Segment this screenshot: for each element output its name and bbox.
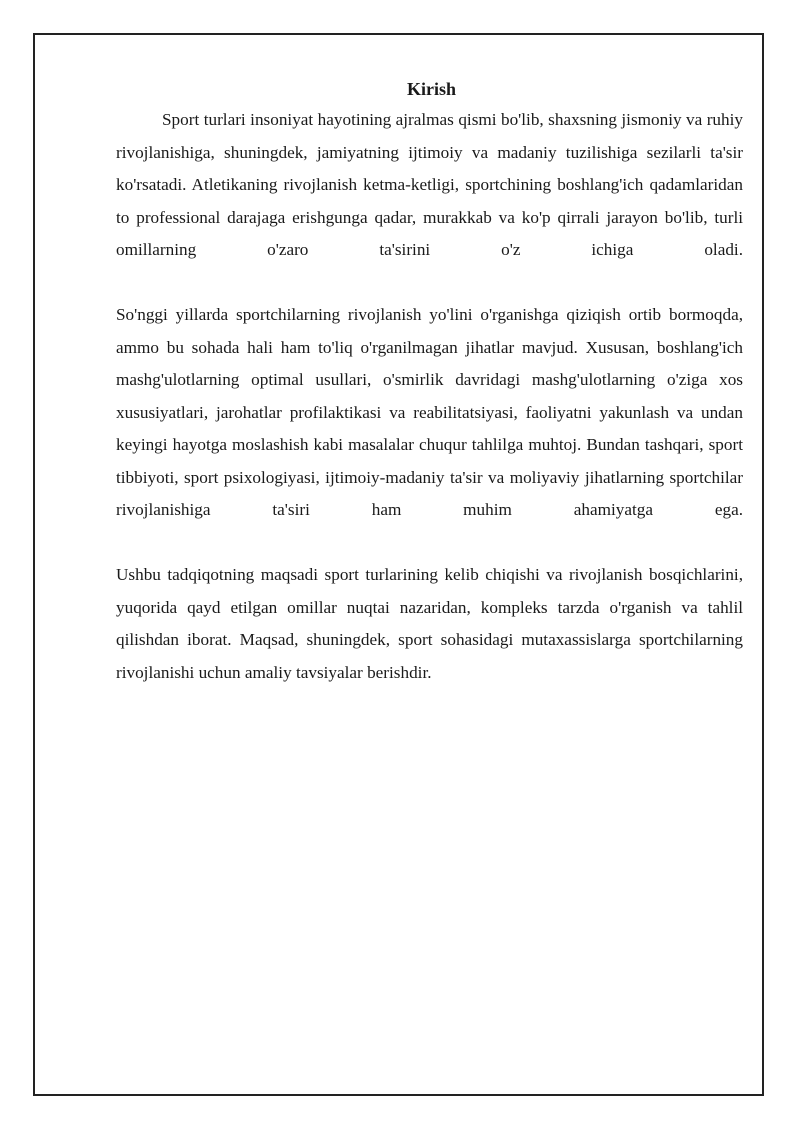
document-title: Kirish bbox=[406, 79, 456, 99]
paragraph-spacer bbox=[116, 527, 743, 560]
paragraph-spacer bbox=[116, 267, 743, 300]
document-body bbox=[116, 76, 743, 689]
paragraph-research-goal: Ushbu tadqiqotning maqsadi sport turlarining kelib chiqishi va rivojlanish bosqichlarini, yuqorida qayd etilgan omillar nuqtai nazaridan, kompleks tarzda o'rganish va tahlil qilishdan iborat. Maqsad, shuningdek, sport sohasidagi mutaxassislarga sportchilarning rivojlanishi uchun amaliy tavsiyalar berishdir. bbox=[116, 565, 743, 682]
paragraph-intro: Sport turlari insoniyat hayotining ajralmas qismi bo'lib, shaxsning jismoniy va ruhiy rivojlanishiga, shuningdek, jamiyatning ijtimoiy va madaniy tuzilishiga sezilarli ta'sir ko'rsatadi. Atletikaning rivojlanish ketma-ketligi, sportchining boshlang'ich qadamlaridan to professional darajaga erishgunga qadar, murakkab va ko'p qirrali jarayon bo'lib, turli omillarning o'zaro ta'sirini o'z ichiga oladi. bbox=[116, 110, 743, 259]
paragraph-research-gaps: So'nggi yillarda sportchilarning rivojlanish yo'lini o'rganishga qiziqish ortib bormoqda, ammo bu sohada hali ham to'liq o'rganilmagan jihatlar mavjud. Xususan, boshlang'ich mashg'ulotlarning optimal usullari, o'smirlik davridagi mashg'ulotlarning o'ziga xos xususiyatlari, jarohatlar profilaktikasi va reabilitatsiyasi, faoliyatni yakunlash va undan keyingi hayotga moslashish kabi masalalar chuqur tahlilga muhtoj. Bundan tashqari, sport tibbiyoti, sport psixologiyasi, ijtimoiy-madaniy ta'sir va moliyaviy jihatlarning sportchilar rivojlanishiga ta'siri ham muhim ahamiyatga ega. bbox=[116, 305, 743, 519]
